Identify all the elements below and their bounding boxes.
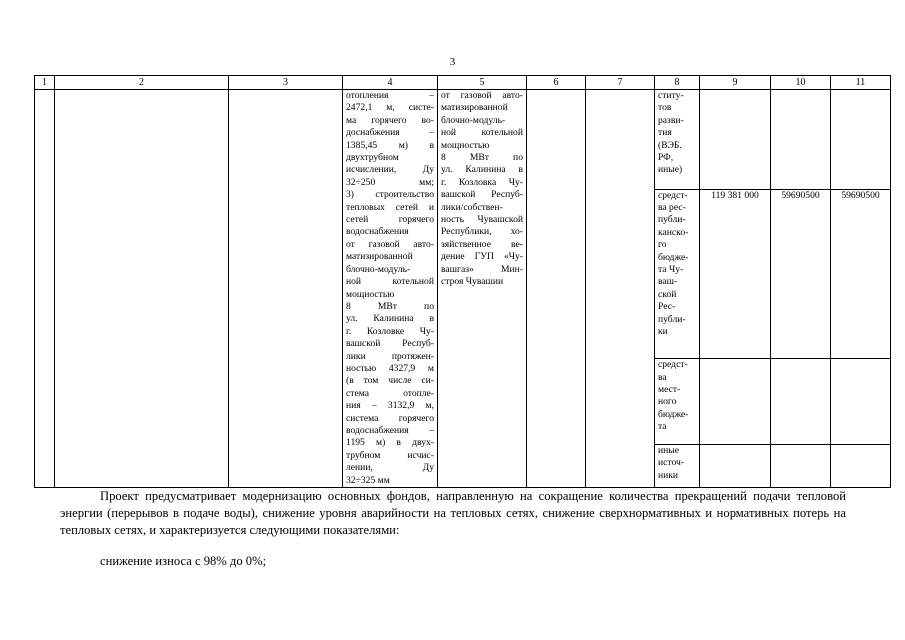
text-line: Рес- (658, 301, 676, 313)
paragraph-text: Проект предусматривает модернизацию основных фондов, направленную на сокращение количества прекращений подачи тепловой энергии (перерывов в подаче воды), снижение уровня аварийности на тепловых сетях, снижение сверхнормативных и нормативных потерь на тепловых сетях, и характеризуется следующими показателями: (60, 489, 846, 537)
cell-col-2 (55, 90, 229, 488)
text-line: от газовой авто- (346, 238, 434, 250)
text-line: от газовой авто- (441, 90, 523, 101)
paragraph-indicator-text: снижение износа с 98% до 0%; (100, 554, 267, 568)
text-line: мест- (658, 384, 681, 396)
cell-col-1 (35, 90, 55, 488)
text-line: 2472,1 м, систе- (346, 102, 434, 114)
text-line: дение ГУП «Чу- (441, 251, 523, 263)
text-line: публи- (658, 214, 686, 226)
text-line: средст- (658, 189, 688, 201)
cell-col-3 (229, 90, 343, 488)
header-cell-4: 4 (343, 76, 438, 90)
text-line: ва рес- (658, 201, 686, 213)
text-line: система горячего (346, 412, 434, 424)
text-line: сетей горячего (346, 214, 434, 226)
text-line: ститу- (658, 90, 684, 101)
text-line: канско- (658, 226, 689, 238)
text-line: вашской Респуб- (346, 338, 434, 350)
text-line: ния – 3132,9 м, (346, 400, 434, 412)
text-line: ники (658, 469, 679, 481)
table-row (35, 90, 891, 190)
cell-col-6 (527, 90, 586, 488)
text-line: ной котельной (346, 276, 434, 288)
text-line: бюдже- (658, 251, 689, 263)
text-line: та (658, 421, 667, 433)
text-line: лении, Ду (346, 462, 434, 474)
text-line: 32÷250 мм; (346, 176, 434, 188)
text-line: вашской Респуб- (441, 189, 523, 201)
cell-funding-source (655, 444, 700, 487)
text-line: ул. Калинина в (346, 313, 434, 325)
text-line: ки (658, 325, 668, 337)
text-line: водоснабжения – (346, 424, 434, 436)
text-line: Республики, хо- (441, 226, 523, 238)
page-number: 3 (449, 56, 456, 68)
text-line: зяйственное ве- (441, 238, 523, 250)
text-line: го (658, 239, 667, 251)
text-line: бюдже- (658, 408, 689, 420)
text-line: блочно-модуль- (346, 263, 411, 275)
cell-amount-10 (771, 444, 831, 487)
text-line: средст- (658, 359, 688, 371)
text-line: ваш- (658, 276, 678, 288)
text-line: водоснабжения (346, 226, 409, 238)
cell-amount-9: 119 381 000 (700, 189, 771, 359)
header-cell-5: 5 (438, 76, 527, 90)
cell-amount-9 (700, 90, 771, 190)
text-line: ной котельной (441, 127, 523, 139)
text-line: 32÷325 мм (346, 474, 390, 486)
header-cell-3: 3 (229, 76, 343, 90)
cell-col-4-description (343, 90, 438, 488)
text-line: исчислении, Ду (346, 164, 434, 176)
paragraph-indicator (100, 553, 886, 570)
text-line: матизированной (346, 251, 413, 263)
cell-col-5-location (438, 90, 527, 488)
text-line: лики протяжен- (346, 350, 434, 362)
text-line: строя Чувашии (441, 276, 504, 288)
text-line: трубном исчис- (346, 449, 434, 461)
header-cell-10: 10 (771, 76, 831, 90)
header-cell-1: 1 (35, 76, 55, 90)
text-line: ность Чувашской (441, 214, 523, 226)
text-line: г. Козловка Чу- (441, 176, 523, 188)
text-line: публи- (658, 313, 686, 325)
text-line: источ- (658, 457, 685, 469)
text-line: (ВЭБ. (658, 139, 682, 151)
text-line: матизированной (441, 102, 508, 114)
text-line: 8 МВт по (441, 152, 523, 164)
cell-amount-9 (700, 359, 771, 444)
text-line: ва (658, 371, 667, 383)
cell-amount-11: 59690500 (831, 189, 891, 359)
cell-amount-11 (831, 444, 891, 487)
header-row (35, 76, 891, 90)
header-cell-2: 2 (55, 76, 229, 90)
text-line: иные (658, 444, 679, 456)
project-table (34, 75, 891, 488)
text-line: ного (658, 396, 677, 408)
text-line: тия (658, 127, 672, 139)
text-line: та Чу- (658, 263, 684, 275)
text-line: (в том числе си- (346, 375, 434, 387)
text-line: разви- (658, 114, 684, 126)
cell-amount-10: 59690500 (771, 189, 831, 359)
text-line: стема отопле- (346, 387, 434, 399)
text-line: ской (658, 288, 677, 300)
text-line: мощностью (346, 288, 395, 300)
cell-amount-10 (771, 359, 831, 444)
text-line: 1195 м) в двух- (346, 437, 434, 449)
text-line: г. Козловке Чу- (346, 325, 434, 337)
text-line: ностью 4327,9 м (346, 362, 434, 374)
cell-funding-source (655, 359, 700, 444)
header-cell-9: 9 (700, 76, 771, 90)
text-line: двухтрубном (346, 152, 399, 164)
text-line: РФ, (658, 152, 674, 164)
text-line: отопления – (346, 90, 434, 101)
text-line: 3) строительство (346, 189, 434, 201)
paragraph-project-description (60, 488, 846, 539)
text-line: ул. Калинина в (441, 164, 523, 176)
cell-funding-source (655, 90, 700, 190)
text-line: 1385,45 м) в (346, 139, 434, 151)
header-cell-7: 7 (586, 76, 655, 90)
text-line: блочно-модуль- (441, 114, 506, 126)
cell-amount-9 (700, 444, 771, 487)
text-line: иные) (658, 164, 683, 176)
text-line: лики/собствен- (441, 201, 503, 213)
text-line: тепловых сетей и (346, 201, 434, 213)
text-line: ма горячего во- (346, 114, 434, 126)
cell-amount-11 (831, 90, 891, 190)
text-line: доснабжения – (346, 127, 434, 139)
text-line: вашгаз» Мин- (441, 263, 523, 275)
text-line: 8 МВт по (346, 300, 434, 312)
header-cell-6: 6 (527, 76, 586, 90)
cell-amount-11 (831, 359, 891, 444)
cell-col-7 (586, 90, 655, 488)
header-cell-8: 8 (655, 76, 700, 90)
text-line: мощностью (441, 139, 490, 151)
cell-funding-source (655, 189, 700, 359)
header-cell-11: 11 (831, 76, 891, 90)
cell-amount-10 (771, 90, 831, 190)
text-line: тов (658, 102, 672, 114)
